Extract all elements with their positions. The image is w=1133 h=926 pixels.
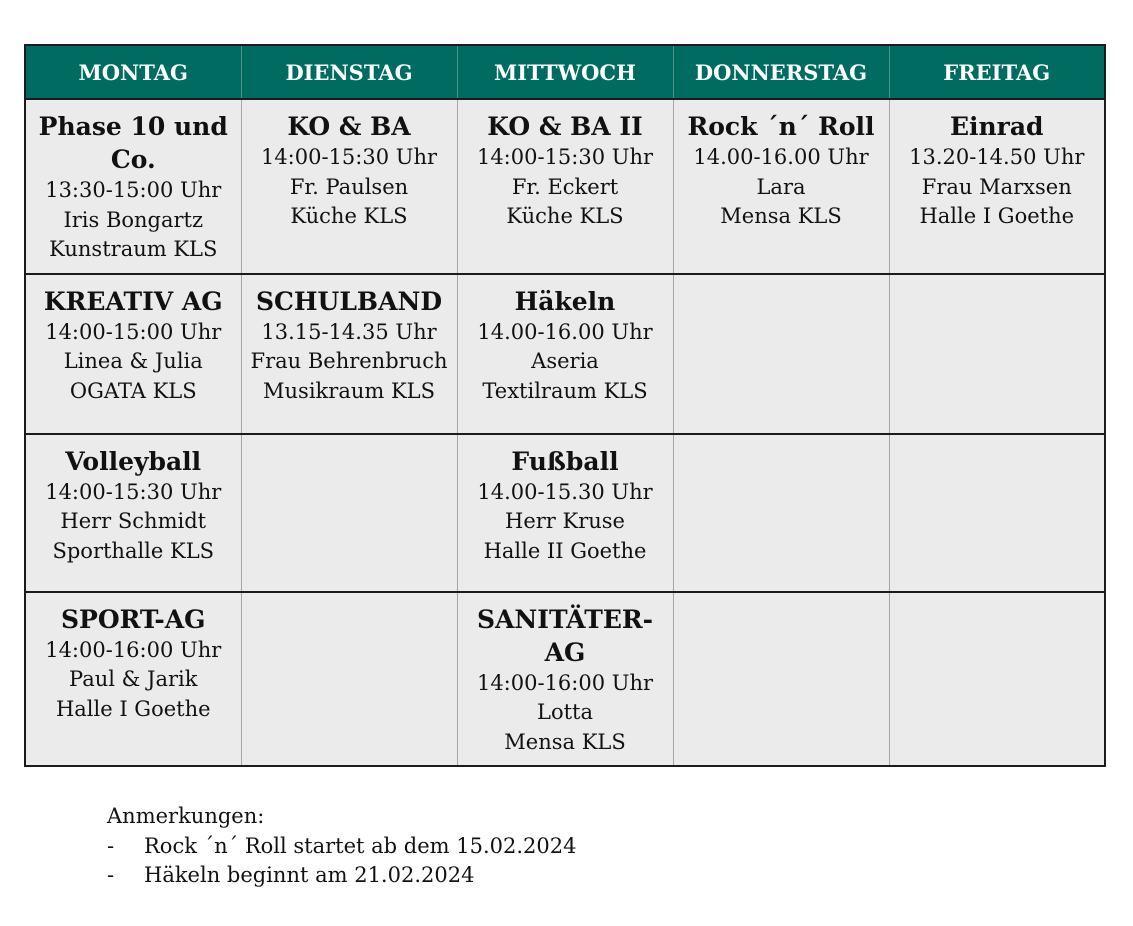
ag-person: Iris Bongartz [63,207,204,232]
empty-cell [673,434,889,592]
ag-title: Häkeln [514,286,616,316]
day-header-wednesday: MITTWOCH [457,45,673,99]
ag-time: 13.15-14.35 Uhr [261,319,437,344]
ag-cell-schulband [241,274,457,434]
ag-title: Rock ´n´ Roll [687,112,875,141]
ag-person: Lara [756,174,806,199]
notes-section [107,802,576,891]
ag-cell-sport [25,592,241,767]
day-header-tuesday: DIENSTAG [241,45,457,99]
ag-title: KREATIV AG [43,286,223,316]
ag-cell-kreativ [25,274,241,434]
ag-cell-phase10 [25,99,241,274]
ag-title: SANITÄTER-AG [476,604,654,667]
ag-title: KO & BA [287,112,411,141]
ag-title: SPORT-AG [60,604,206,634]
ag-time: 14:00-16:00 Uhr [476,670,654,695]
ag-person: Herr Schmidt [60,509,207,533]
ag-room: Textilraum KLS [482,378,648,403]
ag-title: Phase 10 und Co. [38,112,228,174]
ag-person: Frau Marxsen [921,174,1072,199]
note-bullet: - [107,833,115,858]
ag-title: Einrad [949,112,1044,141]
ag-room: Halle I Goethe [919,204,1075,228]
schedule-row [25,99,1105,274]
ag-time: 14:00-15:30 Uhr [260,145,438,169]
ag-room: Halle II Goethe [483,538,647,563]
ag-room: Halle I Goethe [55,696,211,721]
ag-time: 14.00-15.30 Uhr [477,479,653,504]
weekday-header-row [25,45,1105,99]
ag-person: Fr. Eckert [511,174,619,199]
ag-time: 13:30-15:00 Uhr [45,178,222,202]
empty-cell [889,592,1105,767]
schedule-row [25,434,1105,592]
note-bullet: - [107,863,115,887]
empty-cell [889,274,1105,434]
ag-cell-ko-ba [241,99,457,274]
empty-cell [241,434,457,592]
schedule-row [25,592,1105,767]
ag-person: Aseria [531,349,599,373]
day-header-friday: FREITAG [889,45,1105,99]
ag-room: Mensa KLS [720,204,842,228]
ag-cell-rock-n-roll [673,99,889,274]
ag-cell-fussball [457,434,673,592]
ag-time: 14:00-16:00 Uhr [45,637,222,662]
notes-heading: Anmerkungen: [107,804,265,828]
ag-person: Herr Kruse [505,509,625,533]
ag-time: 14:00-15:30 Uhr [45,479,222,504]
ag-title: Fußball [511,446,619,476]
ag-title: SCHULBAND [255,286,442,316]
ag-time: 14:00-15:00 Uhr [45,319,222,344]
ag-cell-haekeln [457,274,673,434]
empty-cell [673,274,889,434]
ag-person: Fr. Paulsen [289,174,409,199]
ag-time: 14:00-15:30 Uhr [476,145,654,169]
empty-cell [673,592,889,767]
note-text: Häkeln beginnt am 21.02.2024 [144,863,475,887]
ag-room: Musikraum KLS [263,378,435,403]
day-header-monday: MONTAG [25,45,241,99]
ag-person: Lotta [537,700,593,724]
ag-title: Volleyball [65,446,202,476]
ag-time: 13.20-14.50 Uhr [909,145,1085,169]
ag-room: OGATA KLS [69,378,197,403]
note-text: Rock ´n´ Roll startet ab dem 15.02.2024 [144,833,577,858]
ag-person: Frau Behrenbruch [250,349,448,373]
ag-cell-einrad [889,99,1105,274]
empty-cell [889,434,1105,592]
ag-person: Linea & Julia [63,349,203,373]
note-item [107,861,576,891]
ag-cell-ko-ba-2 [457,99,673,274]
ag-cell-sanitaeter [457,592,673,767]
schedule-row [25,274,1105,434]
day-header-thursday: DONNERSTAG [673,45,889,99]
ag-room: Küche KLS [506,204,624,228]
ag-person: Paul & Jarik [69,667,198,691]
ag-time: 14.00-16.00 Uhr [477,319,653,344]
ag-room: Kunstraum KLS [49,237,218,261]
ag-room: Mensa KLS [504,729,626,754]
ag-room: Küche KLS [290,204,408,228]
ag-cell-volleyball [25,434,241,592]
note-item [107,832,576,862]
empty-cell [241,592,457,767]
ag-schedule-table [24,44,1106,767]
ag-title: KO & BA II [487,112,643,141]
ag-room: Sporthalle KLS [52,538,215,563]
ag-time: 14.00-16.00 Uhr [693,145,869,169]
